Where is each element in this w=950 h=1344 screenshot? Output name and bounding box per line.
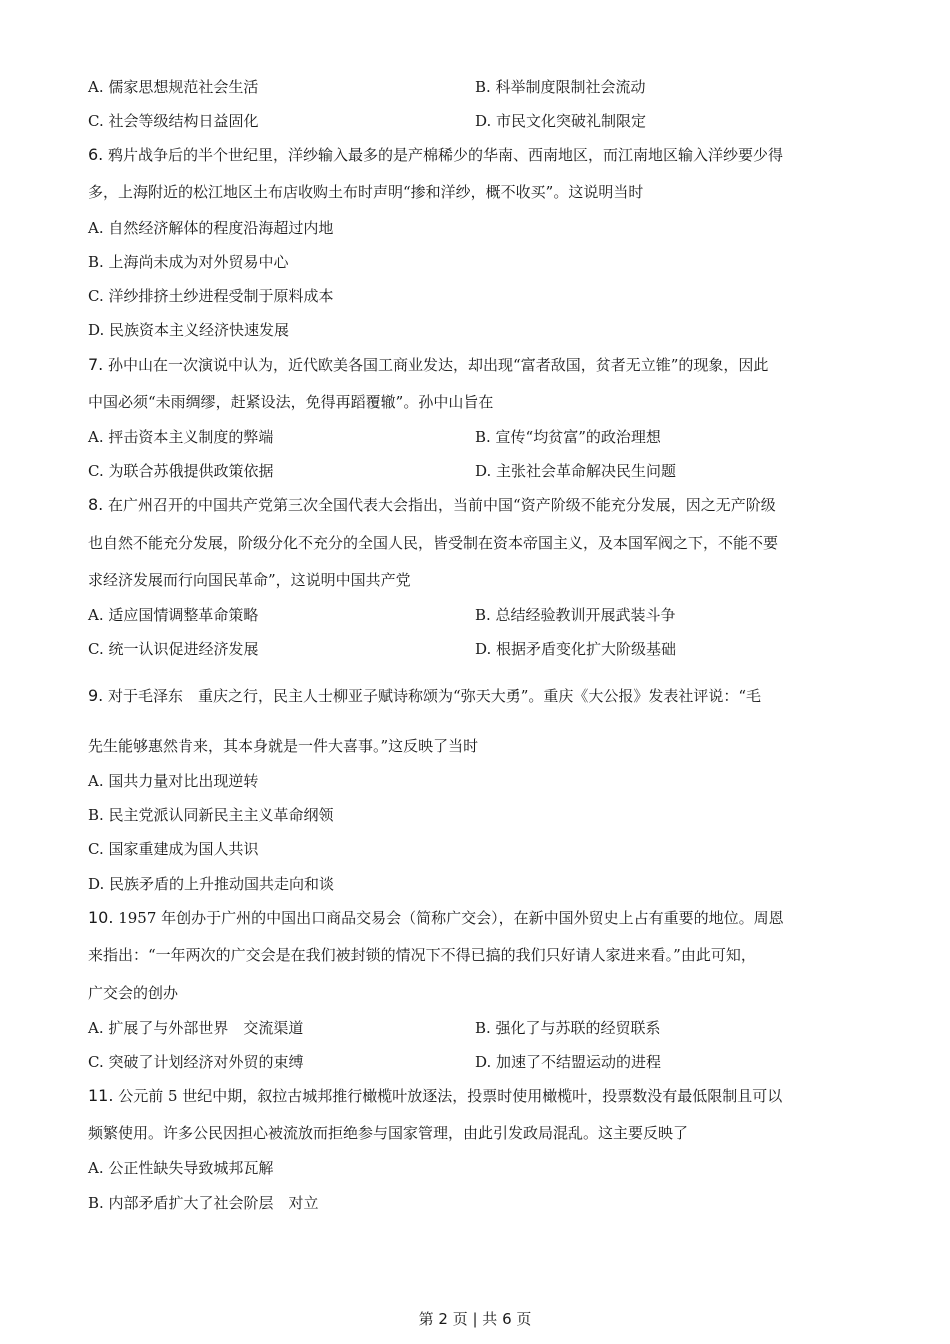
q10-stem-line-3: 广交会的创办 [88, 984, 179, 1002]
q7-number: 7. [88, 355, 104, 374]
q7-option-c: C. 为联合苏俄提供政策依据 [88, 462, 274, 480]
q6-stem-line-2: 多，上海附近的松江地区土布店收购土布时声明“掺和洋纱，概不收买”。这说明当时 [88, 183, 644, 201]
q7-option-d: D. 主张社会革命解决民生问题 [475, 462, 677, 480]
q9-option-d: D. 民族矛盾的上升推动国共走向和谈 [88, 875, 335, 893]
q11-option-a: A. 公正性缺失导致城邦瓦解 [88, 1159, 274, 1177]
q10-option-d: D. 加速了不结盟运动的进程 [475, 1053, 662, 1071]
q5-option-d: D. 市民文化突破礼制限定 [475, 112, 647, 130]
q8-option-a: A. 适应国情调整革命策略 [88, 606, 259, 624]
q8-number: 8. [88, 495, 104, 514]
q8-stem-line-3: 求经济发展而行向国民革命”，这说明中国共产党 [88, 571, 411, 589]
q6-option-d: D. 民族资本主义经济快速发展 [88, 321, 290, 339]
q5-option-a: A. 儒家思想规范社会生活 [88, 78, 259, 96]
q10-option-c: C. 突破了计划经济对外贸的束缚 [88, 1053, 304, 1071]
page-footer: 第 2 页 | 共 6 页 [418, 1310, 532, 1328]
q8-option-c: C. 统一认识促进经济发展 [88, 640, 259, 658]
q5-option-b: B. 科举制度限制社会流动 [475, 78, 646, 96]
q9-stem-line-1: 9. 对于毛泽东 重庆之行，民主人士柳亚子赋诗称颂为“弥天大勇”。重庆《大公报》发表社评说：“毛 [88, 686, 762, 705]
q6-option-b: B. 上海尚未成为对外贸易中心 [88, 253, 289, 271]
q9-stem-line-2: 先生能够惠然肯来，其本身就是一件大喜事。”这反映了当时 [88, 737, 479, 755]
q8-stem-line-1: 8. 在广州召开的中国共产党第三次全国代表大会指出，当前中国“资产阶级不能充分发展，因之无产阶级 [88, 495, 776, 514]
q5-option-c: C. 社会等级结构日益固化 [88, 112, 259, 130]
q9-number: 9. [88, 686, 104, 705]
q9-option-b: B. 民主党派认同新民主主义革命纲领 [88, 806, 334, 824]
q7-option-b: B. 宣传“均贫富”的政治理想 [475, 428, 661, 446]
q10-option-b: B. 强化了与苏联的经贸联系 [475, 1019, 661, 1037]
q10-number: 10. [88, 908, 114, 927]
q11-stem-line-1: 11. 公元前 5 世纪中期，叙拉古城邦推行橄榄叶放逐法，投票时使用橄榄叶，投票数没有最低限制且可以 [88, 1086, 783, 1105]
q8-option-d: D. 根据矛盾变化扩大阶级基础 [475, 640, 677, 658]
q8-option-b: B. 总结经验教训开展武装斗争 [475, 606, 676, 624]
q10-option-a: A. 扩展了与外部世界 交流渠道 [88, 1019, 304, 1037]
q8-stem-line-2: 也自然不能充分发展，阶级分化不充分的全国人民，皆受制在资本帝国主义，及本国军阀之下，不能不要 [88, 534, 779, 552]
q7-option-a: A. 抨击资本主义制度的弊端 [88, 428, 274, 446]
total-page-number: 6 [502, 1310, 512, 1328]
q11-option-b: B. 内部矛盾扩大了社会阶层 对立 [88, 1194, 319, 1212]
q7-stem-line-2: 中国必须“未雨绸缪，赶紧设法，免得再蹈覆辙”。孙中山旨在 [88, 393, 494, 411]
q10-stem-line-2: 来指出：“一年两次的广交会是在我们被封锁的情况下不得已搞的我们只好请人家进来看。”由此可知， [88, 946, 756, 964]
q6-option-a: A. 自然经济解体的程度沿海超过内地 [88, 219, 334, 237]
q11-number: 11. [88, 1086, 114, 1105]
q6-option-c: C. 洋纱排挤土纱进程受制于原料成本 [88, 287, 334, 305]
q10-stem-line-1: 10. 1957 年创办于广州的中国出口商品交易会（简称广交会），在新中国外贸史上占有重要的地位。周恩 [88, 908, 784, 927]
q6-stem-line-1: 6. 鸦片战争后的半个世纪里，洋纱输入最多的是产棉稀少的华南、西南地区，而江南地区输入洋纱要少得 [88, 145, 784, 164]
q6-number: 6. [88, 145, 104, 164]
current-page-number: 2 [438, 1310, 448, 1328]
q9-option-a: A. 国共力量对比出现逆转 [88, 772, 259, 790]
q11-stem-line-2: 频繁使用。许多公民因担心被流放而拒绝参与国家管理，由此引发政局混乱。这主要反映了 [88, 1124, 689, 1142]
q9-option-c: C. 国家重建成为国人共识 [88, 840, 259, 858]
q7-stem-line-1: 7. 孙中山在一次演说中认为，近代欧美各国工商业发达，却出现“富者敌国，贫者无立锥”的现象，因此 [88, 355, 769, 374]
